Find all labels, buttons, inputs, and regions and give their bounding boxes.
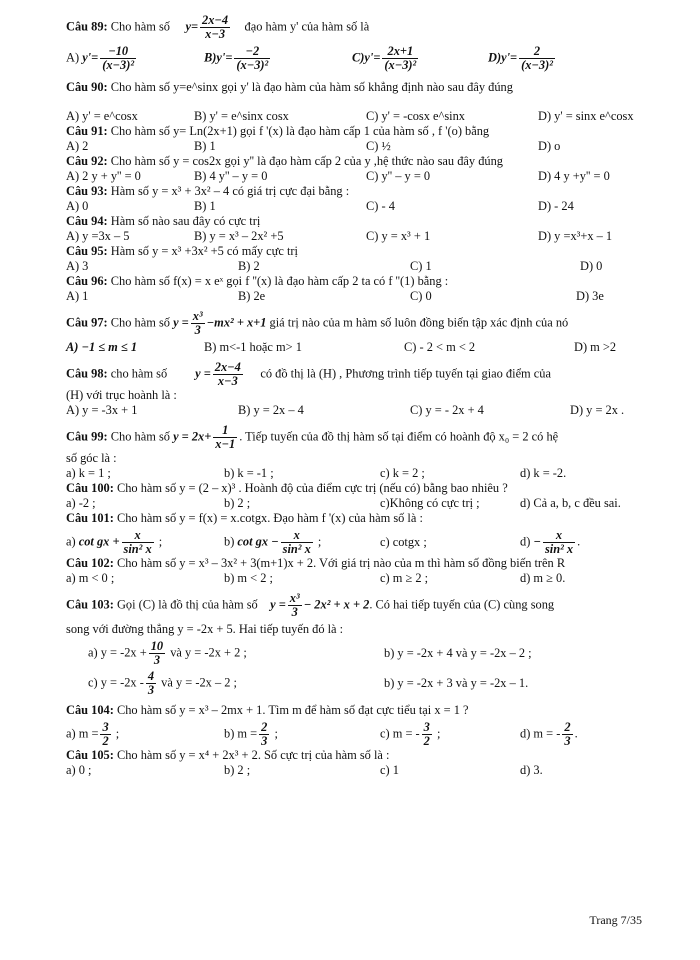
- option-c[interactable]: c) 1: [380, 763, 399, 777]
- question-stem-line2: (H) với trục hoành là :: [66, 388, 177, 402]
- question-stem: Hàm số y = x³ + 3x² – 4 có giá trị cực đại bằng :: [110, 184, 350, 198]
- answer-options: [66, 229, 660, 244]
- option-c[interactable]: c) cotgx ;: [380, 535, 427, 549]
- question-number: Câu 103:: [66, 597, 114, 612]
- answer-options: [66, 340, 660, 355]
- function-fraction: $\frac{2x-4}{x-3}$: [202, 13, 229, 41]
- option-d[interactable]: d) − $\frac{x}{\text{sin² x}}$ .: [520, 528, 581, 556]
- question-stem: Cho hàm số: [110, 19, 170, 34]
- question-number: Câu 90:: [66, 80, 108, 94]
- option-c[interactable]: C) y'' – y = 0: [366, 169, 431, 183]
- answer-options: [66, 466, 660, 481]
- question-number: Câu 95:: [66, 244, 108, 258]
- question-100: [66, 481, 660, 511]
- question-number: Câu 104:: [66, 703, 114, 717]
- option-a[interactable]: A) y =3x – 5: [66, 229, 130, 243]
- question-stem-line2: số góc là :: [66, 451, 117, 465]
- question-number: Câu 105:: [66, 748, 114, 762]
- option-d[interactable]: D) - 24: [538, 199, 574, 213]
- option-a[interactable]: a) cot gx + $\frac{x}{\text{sin² x}}$ ;: [66, 528, 163, 556]
- question-103: Câu 103: Gọi (C) là đồ thị của hàm số y = $\frac{\text{x³}}{3}$ − 2x² + x + 2. Có hai tiếp tuyến của (C) cùng song song với đường thẳng y = -2x + 5. Hai tiếp tuyến đó là : a) y = -2x + $\frac{10}{3}$ và y = -2x + 2 ; b) y = -2x + 4 và y = -2x – 2 ; c) y = -2x - $\frac{4}{3}$ và y = -2x – 2 ; b) y = -2x + 3 và y = -2x – 1.: [66, 592, 660, 697]
- option-c[interactable]: C) - 2 < m < 2: [404, 340, 476, 354]
- option-d[interactable]: D) y =x³+x – 1: [538, 229, 613, 243]
- question-number: Câu 97:: [66, 315, 108, 330]
- question-stem: Cho hàm số y = f(x) = x.cotgx. Đạo hàm f '(x) của hàm số là :: [116, 511, 423, 525]
- question-stem: Cho hàm số y= Ln(2x+1) gọi f '(x) là đạo hàm cấp 1 của hàm số , f '(o) bằng: [110, 124, 490, 138]
- question-stem: Cho hàm số y = x³ – 3x² + 3(m+1)x + 2. Với giá trị nào của m thì hàm số đồng biến trên R: [116, 556, 566, 570]
- function-fraction: $\frac{2x-4}{x-3}$: [214, 360, 241, 388]
- option-c[interactable]: C) y = - 2x + 4: [410, 403, 484, 417]
- answer-options: [66, 571, 660, 586]
- question-96: [66, 274, 660, 304]
- question-94: [66, 214, 660, 244]
- question-98: Câu 98: cho hàm số y = $\frac{2x-4}{x-3}$ có đồ thị là (H) , Phương trình tiếp tuyến tại giao điểm của (H) với trục hoành là : A) y = -3x + 1 B) y = 2x – 4 C) y = - 2x + 4 D) y = 2x .: [66, 361, 660, 418]
- answer-options: [66, 289, 660, 304]
- option-b[interactable]: B) 2e: [238, 289, 266, 303]
- question-number: Câu 100:: [66, 481, 114, 495]
- function-fraction: $\frac{\text{x³}}{3}$: [192, 309, 203, 337]
- question-stem-tail: đạo hàm y' của hàm số là: [244, 19, 370, 34]
- option-b[interactable]: b) 2 ;: [224, 496, 251, 510]
- question-stem: Cho hàm số y = x⁴ + 2x³ + 2. Số cực trị của hàm số là :: [116, 748, 390, 762]
- function-lhs: y=: [185, 19, 199, 34]
- question-105: [66, 748, 660, 778]
- option-b[interactable]: B) m<-1 hoặc m> 1: [204, 340, 302, 354]
- question-92: [66, 154, 660, 184]
- option-a[interactable]: a) k = 1 ;: [66, 466, 111, 480]
- page-number: Trang 7/35: [589, 913, 642, 927]
- answer-options: [66, 403, 660, 418]
- question-stem-tail: . Có hai tiếp tuyến của (C) cùng song: [369, 597, 555, 612]
- question-stem-tail: có đồ thị là (H) , Phương trình tiếp tuyến tại giao điểm của: [260, 366, 551, 381]
- question-stem-tail: giá trị nào của m hàm số luôn đồng biến tập xác định của nó: [269, 315, 569, 330]
- question-stem: Gọi (C) là đồ thị của hàm số: [116, 597, 258, 612]
- answer-options: [66, 496, 660, 511]
- option-a[interactable]: A) y' = e^cosx: [66, 109, 138, 123]
- option-a[interactable]: A) 2: [66, 139, 89, 153]
- answer-options: [66, 139, 660, 154]
- answer-options: [66, 721, 660, 748]
- question-stem-tail: . Tiếp tuyến của đồ thị hàm số tại điểm có hoành độ x₀ = 2 có hệ: [239, 429, 559, 444]
- option-b[interactable]: B) 2: [238, 259, 260, 273]
- option-d[interactable]: D)y'= $\frac{2}{\text{(x−3)²}}$: [488, 44, 553, 72]
- question-89: [66, 14, 660, 72]
- answer-options: [66, 169, 660, 184]
- question-stem: Cho hàm số y=e^sinx gọi y' là đạo hàm của hàm số khẳng định nào sau đây đúng: [110, 80, 513, 94]
- function-fraction: $\frac{\text{x³}}{3}$: [289, 591, 300, 619]
- question-93: [66, 184, 660, 214]
- option-d[interactable]: D) 0: [580, 259, 603, 273]
- option-a[interactable]: a) m = $\frac{3}{2}$ ;: [66, 720, 120, 748]
- question-stem: Hàm số nào sau đây có cực trị: [110, 214, 261, 228]
- question-stem: cho hàm số: [110, 366, 168, 381]
- option-a[interactable]: a) y = -2x + $\frac{10}{3}$ và y = -2x + 2 ;: [88, 639, 247, 667]
- option-c[interactable]: C) y' = -cosx e^sinx: [366, 109, 466, 123]
- option-c[interactable]: C) y = x³ + 1: [366, 229, 431, 243]
- question-stem: Cho hàm số y = cos2x gọi y'' là đạo hàm cấp 2 của y ,hệ thức nào sau đây đúng: [110, 154, 503, 168]
- option-b[interactable]: B) 1: [194, 199, 216, 213]
- option-a[interactable]: a) m < 0 ;: [66, 571, 115, 585]
- question-102: [66, 556, 660, 586]
- question-stem: Hàm số y = x³ +3x² +5 có mấy cực trị: [110, 244, 298, 258]
- option-a[interactable]: A) 2 y + y'' = 0: [66, 169, 141, 183]
- question-number: Câu 102:: [66, 556, 114, 570]
- option-d[interactable]: D) 3e: [576, 289, 604, 303]
- answer-options-row2: [66, 670, 660, 697]
- option-c[interactable]: c) k = 2 ;: [380, 466, 425, 480]
- option-b[interactable]: b) m = $\frac{2}{3}$ ;: [224, 720, 278, 748]
- option-b[interactable]: B) y = x³ – 2x² +5: [194, 229, 284, 243]
- option-b[interactable]: B) y' = e^sinx cosx: [194, 109, 289, 123]
- option-d[interactable]: D) o: [538, 139, 561, 153]
- option-c[interactable]: C) - 4: [366, 199, 395, 213]
- option-d[interactable]: D) y = 2x .: [570, 403, 625, 417]
- answer-options: [66, 45, 660, 72]
- question-97: Câu 97: Cho hàm số y = $\frac{\text{x³}}{3}$ −mx² + x+1 giá trị nào của m hàm số luôn đồng biến tập xác định của nó A) −1 ≤ m ≤ 1 B) m<-1 hoặc m> 1 C) - 2 < m < 2 D) m >2: [66, 310, 660, 355]
- option-d[interactable]: d) k = -2.: [520, 466, 567, 480]
- question-95: [66, 244, 660, 274]
- option-d[interactable]: d) Cả a, b, c đều sai.: [520, 496, 621, 510]
- question-number: Câu 92:: [66, 154, 108, 168]
- option-b[interactable]: b) m < 2 ;: [224, 571, 273, 585]
- question-stem: Cho hàm số: [110, 429, 170, 444]
- option-d[interactable]: D) 4 y +y'' = 0: [538, 169, 610, 183]
- question-stem-line2: song với đường thẳng y = -2x + 5. Hai tiếp tuyến đó là :: [66, 622, 344, 636]
- option-a[interactable]: A) 3: [66, 259, 89, 273]
- option-b[interactable]: b) k = -1 ;: [224, 466, 274, 480]
- option-d[interactable]: D) y' = sinx e^cosx: [538, 109, 634, 123]
- option-b[interactable]: B) 4 y'' – y = 0: [194, 169, 268, 183]
- option-a[interactable]: A) 1: [66, 289, 89, 303]
- question-101: [66, 511, 660, 556]
- option-c[interactable]: C) 1: [410, 259, 432, 273]
- question-104: [66, 703, 660, 748]
- option-a[interactable]: A) 0: [66, 199, 89, 213]
- function-fraction: $\frac{1}{x-1}$: [215, 423, 236, 451]
- question-stem: Cho hàm số y = x³ – 2mx + 1. Tìm m để hàm số đạt cực tiểu tại x = 1 ?: [116, 703, 469, 717]
- question-stem: Cho hàm số y = (2 – x)³ . Hoành độ của điểm cực trị (nếu có) bằng bao nhiêu ?: [116, 481, 508, 495]
- option-c[interactable]: c) m ≥ 2 ;: [380, 571, 429, 585]
- question-number: Câu 96:: [66, 274, 108, 288]
- option-d[interactable]: b) y = -2x + 3 và y = -2x – 1.: [384, 676, 529, 690]
- option-d[interactable]: D) m >2: [574, 340, 617, 354]
- option-b[interactable]: B) 1: [194, 139, 216, 153]
- answer-options: [66, 259, 660, 274]
- question-number: Câu 99:: [66, 429, 108, 444]
- answer-options-row1: [66, 640, 660, 667]
- question-99: Câu 99: Cho hàm số y = 2x+ $\frac{1}{x-1}$ . Tiếp tuyến của đồ thị hàm số tại điểm có hoành độ x₀ = 2 có hệ số góc là : a) k = 1 ; b) k = -1 ; c) k = 2 ; d) k = -2.: [66, 424, 660, 481]
- option-b[interactable]: b) cot gx − $\frac{x}{\text{sin² x}}$ ;: [224, 528, 322, 556]
- option-a[interactable]: A) y'= $\frac{-10}{\text{(x−3)²}}$: [66, 44, 135, 72]
- option-b[interactable]: B) y = 2x – 4: [238, 403, 304, 417]
- option-b[interactable]: b) y = -2x + 4 và y = -2x – 2 ;: [384, 646, 532, 660]
- question-91: [66, 124, 660, 154]
- answer-options: [66, 529, 660, 556]
- option-c[interactable]: C) ½: [366, 139, 391, 153]
- answer-options: [66, 199, 660, 214]
- option-c[interactable]: c)Không có cực trị ;: [380, 496, 480, 510]
- option-b[interactable]: B)y'= $\frac{-2}{\text{(x−3)²}}$: [204, 44, 269, 72]
- question-number: Câu 101:: [66, 511, 114, 525]
- function-tail: −mx² + x+1: [206, 315, 267, 330]
- question-stem: Cho hàm số: [110, 315, 170, 330]
- option-c[interactable]: c) y = -2x - $\frac{4}{3}$ và y = -2x – 2 ;: [88, 669, 237, 697]
- option-a[interactable]: a) 0 ;: [66, 763, 92, 777]
- option-a[interactable]: A) y = -3x + 1: [66, 403, 138, 417]
- option-a[interactable]: A) −1 ≤ m ≤ 1: [66, 340, 138, 354]
- question-number: Câu 98:: [66, 366, 108, 381]
- question-90: [66, 80, 660, 95]
- option-d[interactable]: d) 3.: [520, 763, 543, 777]
- question-number: Câu 94:: [66, 214, 108, 228]
- option-c[interactable]: C) 0: [410, 289, 432, 303]
- question-number: Câu 89:: [66, 19, 108, 34]
- option-d[interactable]: d) m = - $\frac{2}{3}$ .: [520, 720, 578, 748]
- option-b[interactable]: b) 2 ;: [224, 763, 251, 777]
- option-d[interactable]: d) m ≥ 0.: [520, 571, 566, 585]
- question-number: Câu 91:: [66, 124, 108, 138]
- option-c[interactable]: C)y'= $\frac{2x+1}{\text{(x−3)²}}$: [352, 44, 417, 72]
- answer-options: [66, 763, 660, 778]
- question-stem: Cho hàm số f(x) = x eˣ gọi f ''(x) là đạo hàm cấp 2 ta có f ''(1) bằng :: [110, 274, 449, 288]
- option-c[interactable]: c) m = - $\frac{3}{2}$ ;: [380, 720, 441, 748]
- option-a[interactable]: a) -2 ;: [66, 496, 96, 510]
- answer-options: [66, 109, 660, 124]
- question-number: Câu 93:: [66, 184, 108, 198]
